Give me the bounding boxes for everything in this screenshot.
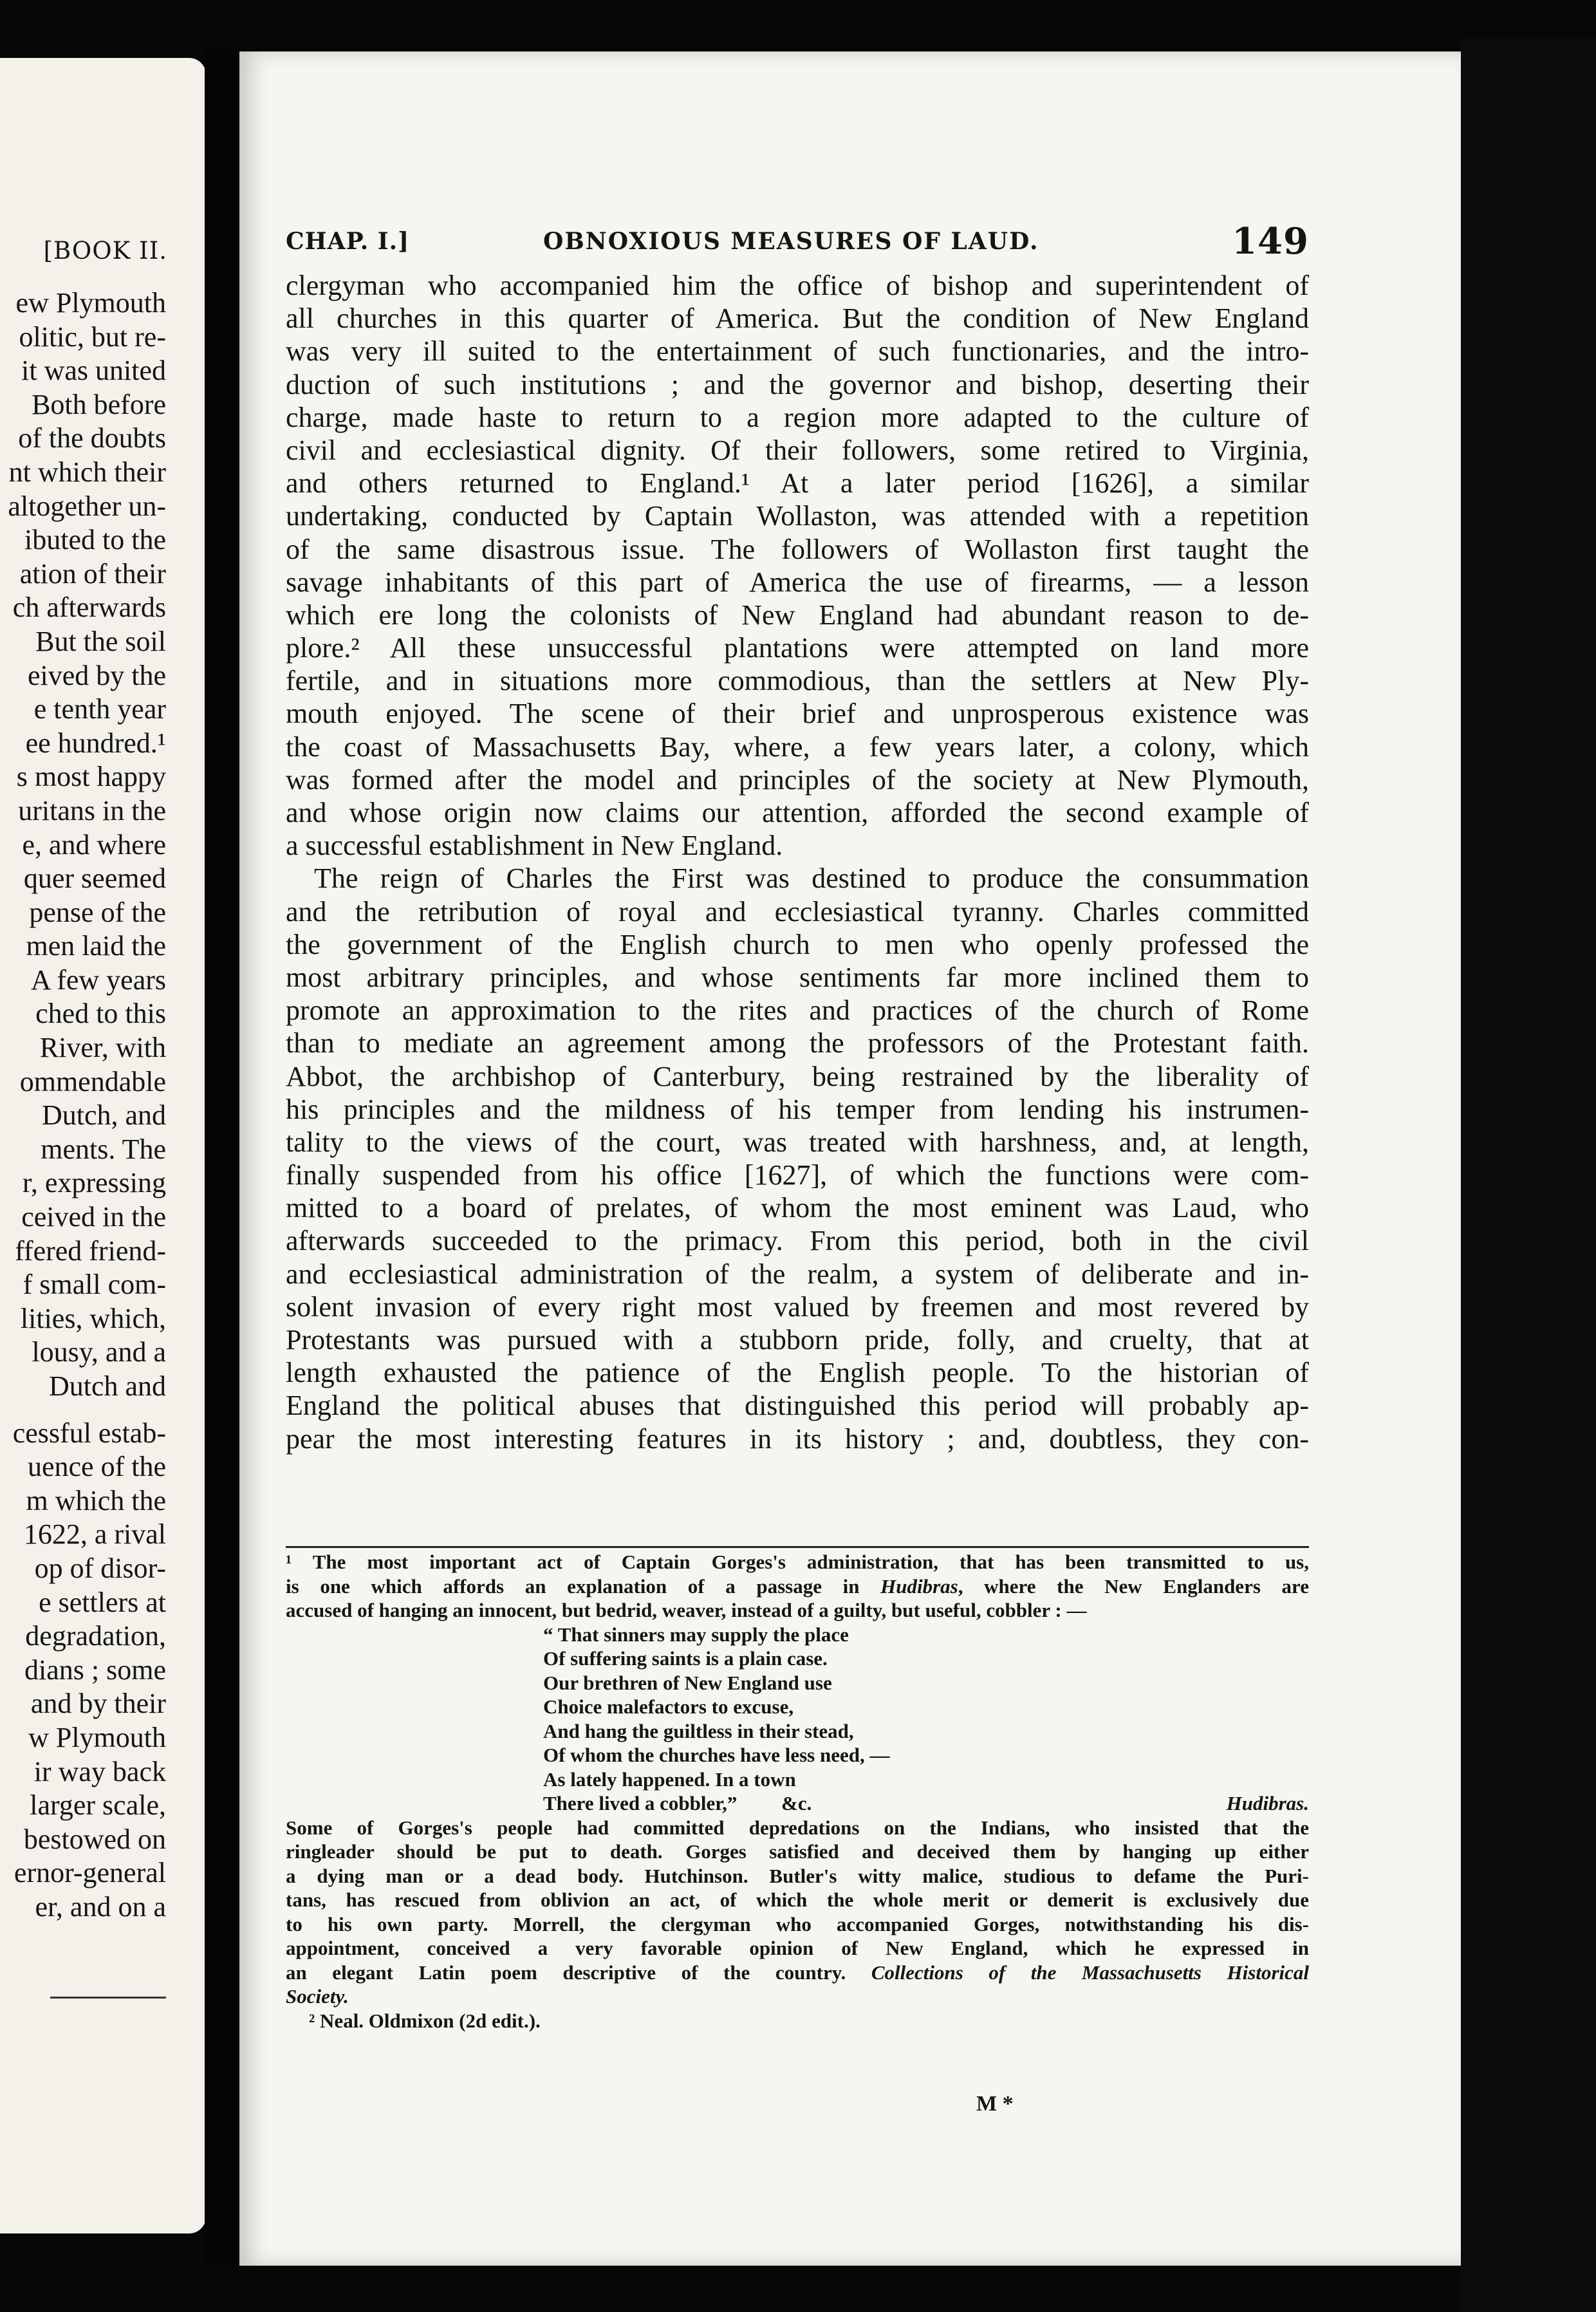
left-page-line: er, and on a bbox=[35, 1890, 166, 1923]
footnote-line: an elegant Latin poem descriptive of the country. Collections of the Massachusetts Historical bbox=[286, 1961, 1309, 1984]
left-page-line: ir way back bbox=[33, 1755, 166, 1787]
body-line: mouth enjoyed. The scene of their brief and unprosperous existence was bbox=[286, 698, 1309, 730]
body-line: tality to the views of the court, was treated with harshness, and, at length, bbox=[286, 1126, 1309, 1158]
body-line: of the same disastrous issue. The followers of Wollaston first taught the bbox=[286, 533, 1309, 565]
body-line: Protestants was pursued with a stubborn pride, folly, and cruelty, that at bbox=[286, 1324, 1309, 1356]
left-page-line: lousy, and a bbox=[32, 1336, 166, 1368]
left-page-line: olitic, but re- bbox=[19, 321, 166, 353]
verse-line: Choice malefactors to excuse, bbox=[543, 1695, 794, 1718]
footnote-2: ² Neal. Oldmixon (2d edit.). bbox=[309, 2009, 541, 2032]
footnote-rule bbox=[286, 1546, 1309, 1548]
left-page-line: and by their bbox=[30, 1688, 166, 1720]
body-line: most arbitrary principles, and whose sentiments far more inclined them to bbox=[286, 961, 1309, 993]
verse-etc: &c. bbox=[781, 1792, 812, 1814]
body-line: duction of such institutions ; and the governor and bishop, deserting their bbox=[286, 368, 1309, 400]
footnotes bbox=[286, 1550, 1309, 2033]
left-page-line: men laid the bbox=[26, 930, 166, 962]
left-page-line: quer seemed bbox=[23, 862, 166, 895]
left-page-line: r, expressing bbox=[22, 1167, 166, 1199]
left-page-line: ation of their bbox=[19, 557, 166, 590]
left-page-line: 1622, a rival bbox=[23, 1518, 166, 1551]
running-head bbox=[286, 220, 1309, 263]
body-text bbox=[286, 269, 1309, 1455]
body-line: which ere long the colonists of New England had abundant reason to de- bbox=[286, 599, 1309, 631]
left-page-line: Dutch, and bbox=[41, 1099, 166, 1132]
verse-source: Hudibras. bbox=[1226, 1792, 1309, 1814]
left-page-line: ernor-general bbox=[14, 1857, 166, 1889]
left-page-line: bestowed on bbox=[23, 1823, 166, 1855]
body-line: civil and ecclesiastical dignity. Of their followers, some retired to Virginia, bbox=[286, 434, 1309, 466]
body-line: all churches in this quarter of America. But the condition of New England bbox=[286, 303, 1309, 335]
footnote-line: tans, has rescued from oblivion an act, of which the whole merit or demerit is exclusively due bbox=[286, 1888, 1309, 1911]
left-page-line: eived by the bbox=[27, 659, 166, 691]
verse-line: As lately happened. In a town bbox=[543, 1767, 796, 1791]
left-page-line: ibuted to the bbox=[24, 524, 166, 556]
left-page-line: ceived in the bbox=[21, 1201, 166, 1233]
left-page-line: f small com- bbox=[23, 1269, 166, 1301]
left-page-line: River, with bbox=[39, 1032, 166, 1064]
body-line: mitted to a board of prelates, of whom the most eminent was Laud, who bbox=[286, 1192, 1309, 1224]
left-page-line: e, and where bbox=[22, 828, 166, 861]
body-line: undertaking, conducted by Captain Wollaston, was attended with a repetition bbox=[286, 500, 1309, 532]
right-page bbox=[239, 51, 1461, 2266]
body-line: savage inhabitants of this part of America the use of firearms, — a lesson bbox=[286, 566, 1309, 598]
footnote-line: Society. bbox=[286, 1985, 349, 2008]
left-page-line: Both before bbox=[32, 388, 166, 420]
verse-line: And hang the guiltless in their stead, bbox=[543, 1719, 854, 1742]
body-line: finally suspended from his office [1627], of which the functions were com- bbox=[286, 1159, 1309, 1191]
left-page-line: pense of the bbox=[29, 896, 166, 928]
footnote-line: is one which affords an explanation of a passage in Hudibras, where the New Englanders are bbox=[286, 1574, 1309, 1598]
body-line: promote an approximation to the rites and practices of the church of Rome bbox=[286, 994, 1309, 1027]
left-page-line: ew Plymouth bbox=[15, 287, 166, 319]
body-line: pear the most interesting features in its history ; and, doubtless, they con- bbox=[286, 1422, 1309, 1455]
left-page-line: cessful estab- bbox=[12, 1417, 166, 1449]
body-line: solent invasion of every right most valued by freemen and most revered by bbox=[286, 1291, 1309, 1323]
page-edge-shadow bbox=[1461, 39, 1596, 2312]
left-page-line: ffered friend- bbox=[15, 1235, 166, 1267]
left-page-line: degradation, bbox=[25, 1620, 166, 1652]
book-gutter bbox=[205, 45, 237, 2266]
left-page-line: ments. The bbox=[41, 1133, 166, 1165]
footnote-line: ringleader should be put to death. Gorges satisfied and deceived them by hanging up either bbox=[286, 1840, 1309, 1863]
left-page-line: m which the bbox=[26, 1484, 166, 1516]
footnote-citation: Collections of the Massachusetts Historical bbox=[871, 1961, 1309, 1984]
left-footnote-rule bbox=[50, 1997, 166, 1999]
body-line: charge, made haste to return to a region more adapted to the culture of bbox=[286, 401, 1309, 433]
footnote-line: ¹ The most important act of Captain Gorges's administration, that has been transmitted to us, bbox=[286, 1551, 1309, 1573]
left-facing-page bbox=[0, 58, 206, 2233]
left-page-line: A few years bbox=[30, 964, 166, 996]
body-line: Abbot, the archbishop of Canterbury, being restrained by the liberality of bbox=[286, 1060, 1309, 1092]
left-page-line: uence of the bbox=[28, 1451, 166, 1483]
verse-line: “ That sinners may supply the place bbox=[543, 1623, 849, 1646]
left-page-line: op of disor- bbox=[34, 1552, 166, 1584]
verse-line: Of suffering saints is a plain case. bbox=[543, 1647, 828, 1670]
left-page-line: ommendable bbox=[19, 1065, 166, 1097]
footnote-line: a dying man or a dead body. Hutchinson. Butler's witty malice, studious to defame the Puri- bbox=[286, 1864, 1309, 1887]
left-page-line: w Plymouth bbox=[28, 1721, 166, 1753]
body-line: a successful establishment in New England. bbox=[286, 830, 783, 862]
left-page-line: of the doubts bbox=[18, 422, 166, 454]
left-page-line: s most happy bbox=[16, 761, 166, 793]
left-page-line: nt which their bbox=[8, 456, 166, 488]
footnote-line: to his own party. Morrell, the clergyman who accompanied Gorges, notwithstanding his dis- bbox=[286, 1912, 1309, 1935]
verse-line-last: There lived a cobbler,” &c. Hudibras. bbox=[543, 1792, 1309, 1814]
left-page-line: it was united bbox=[21, 355, 166, 387]
left-page-text bbox=[0, 286, 166, 1925]
verse-line: Of whom the churches have less need, — bbox=[543, 1744, 890, 1766]
footnote-line: Some of Gorges's people had committed depredations on the Indians, who insisted that the bbox=[286, 1816, 1309, 1839]
footnote-line: appointment, conceived a very favorable opinion of New England, which he expressed in bbox=[286, 1937, 1309, 1959]
left-page-line: uritans in the bbox=[18, 794, 166, 826]
left-page-line: larger scale, bbox=[30, 1789, 166, 1822]
body-line: and the retribution of royal and ecclesiastical tyranny. Charles committed bbox=[286, 895, 1309, 928]
body-line: clergyman who accompanied him the office of bishop and superintendent of bbox=[286, 270, 1309, 301]
body-line: and others returned to England.¹ At a later period [1626], a similar bbox=[286, 467, 1309, 499]
left-page-line: But the soil bbox=[35, 625, 166, 657]
body-line: was formed after the model and principles of the society at New Plymouth, bbox=[286, 763, 1309, 796]
body-line: The reign of Charles the First was destined to produce the consummation bbox=[314, 862, 1309, 895]
body-line: afterwards succeeded to the primacy. From this period, both in the civil bbox=[286, 1225, 1309, 1257]
left-page-line: e settlers at bbox=[39, 1586, 166, 1618]
chapter-label: CHAP. I.] bbox=[286, 228, 410, 255]
left-page-line: lities, which, bbox=[20, 1302, 166, 1334]
body-line: and whose origin now claims our attention, afforded the second example of bbox=[286, 797, 1309, 828]
body-line: length exhausted the patience of the English people. To the historian of bbox=[286, 1357, 1309, 1389]
body-line: England the political abuses that distinguished this period will probably ap- bbox=[286, 1390, 1309, 1422]
running-title: OBNOXIOUS MEASURES OF LAUD. bbox=[543, 228, 1039, 255]
left-page-line: ee hundred.¹ bbox=[25, 727, 166, 759]
left-page-line: dians ; some bbox=[24, 1654, 166, 1686]
page-number: 149 bbox=[1232, 220, 1309, 263]
left-page-line: ched to this bbox=[35, 998, 166, 1030]
left-page-line: altogether un- bbox=[8, 490, 166, 522]
body-line: fertile, and in situations more commodious, than the settlers at New Ply- bbox=[286, 665, 1309, 697]
left-page-line: e tenth year bbox=[33, 693, 166, 725]
body-line: plore.² All these unsuccessful plantations were attempted on land more bbox=[286, 632, 1309, 664]
left-page-header: [BOOK II. bbox=[43, 237, 167, 265]
left-page-line: Dutch and bbox=[48, 1370, 166, 1402]
signature-mark: M * bbox=[976, 2092, 1014, 2116]
left-page-line: ch afterwards bbox=[12, 592, 166, 624]
body-line: than to mediate an agreement among the professors of the Protestant faith. bbox=[286, 1027, 1309, 1059]
body-line: the government of the English church to men who openly professed the bbox=[286, 928, 1309, 960]
footnote-line: accused of hanging an innocent, but bedrid, weaver, instead of a guilty, but useful, cobbler : — bbox=[286, 1599, 1087, 1621]
body-line: was very ill suited to the entertainment of such functionaries, and the intro- bbox=[286, 335, 1309, 368]
body-line: and ecclesiastical administration of the realm, a system of deliberate and in- bbox=[286, 1258, 1309, 1290]
left-page-line bbox=[0, 1404, 166, 1417]
body-line: the coast of Massachusetts Bay, where, a few years later, a colony, which bbox=[286, 731, 1309, 763]
verse-line: Our brethren of New England use bbox=[543, 1671, 832, 1694]
body-line: his principles and the mildness of his temper from lending his instrumen- bbox=[286, 1093, 1309, 1125]
